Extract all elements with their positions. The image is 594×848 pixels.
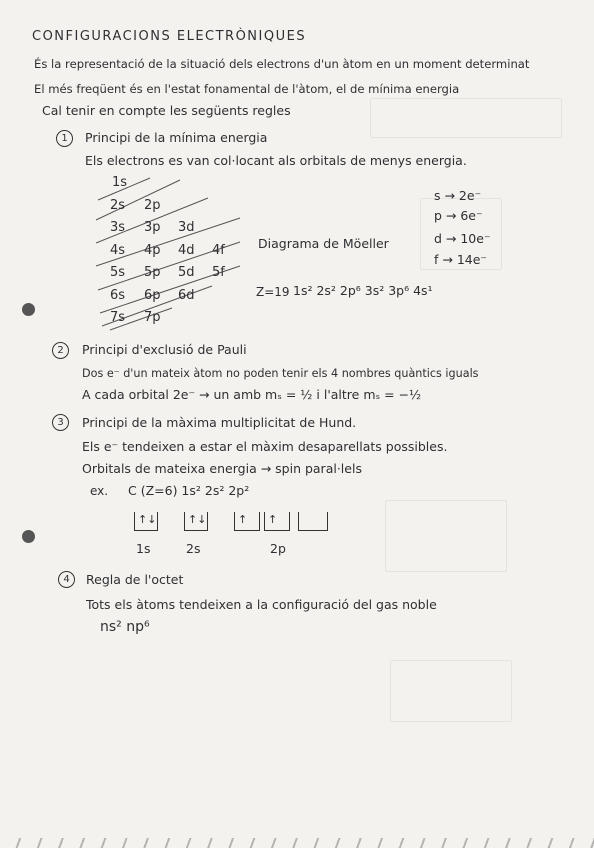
rule-number: 2: [52, 342, 69, 359]
rule-line: Orbitals de mateixa energia → spin paral·lels: [82, 461, 362, 476]
moeller-orbital-3s: 3s: [110, 220, 126, 235]
example-prefix: ex.: [90, 484, 109, 498]
punch-hole: [22, 303, 35, 316]
orbital-box-2p: [298, 512, 328, 531]
orbital-label: 2s: [186, 541, 201, 556]
notebook-bottom-edge: [0, 838, 594, 848]
rule-heading: Regla de l'octet: [86, 572, 184, 587]
page-title: CONFIGURACIONS ELECTRÒNIQUES: [32, 29, 307, 44]
example-atomic-number: Z=19: [256, 285, 290, 299]
moeller-orbital-3d: 3d: [178, 220, 195, 235]
rule-line: Dos e⁻ d'un mateix àtom no poden tenir els 4 nombres quàntics iguals: [82, 367, 479, 380]
rule-heading: Principi de la màxima multiplicitat de Hund.: [82, 415, 357, 430]
moeller-orbital-5s: 5s: [110, 265, 126, 280]
moeller-orbital-5p: 5p: [144, 265, 161, 280]
moeller-orbital-2s: 2s: [110, 197, 126, 213]
rule-heading: Principi de la mínima energia: [85, 130, 268, 145]
example-configuration: C (Z=6) 1s² 2s² 2p²: [128, 483, 250, 498]
orbital-label: 1s: [136, 541, 151, 556]
rule-line: Tots els àtoms tendeixen a la configuració del gas noble: [86, 597, 437, 612]
moeller-orbital-2p: 2p: [144, 197, 161, 213]
moeller-orbital-4f: 4f: [212, 242, 225, 258]
rule-number: 4: [58, 571, 75, 588]
intro-line: Cal tenir en compte les següents regles: [42, 103, 291, 118]
rule-line: Els e⁻ tendeixen a estar el màxim desaparellats possibles.: [82, 439, 448, 454]
orbital-label: 2p: [270, 541, 286, 556]
moeller-orbital-7s: 7s: [110, 310, 126, 325]
bleed-through-box: [390, 660, 512, 722]
intro-line: És la representació de la situació dels electrons d'un àtom en un moment determinat: [34, 57, 530, 71]
moeller-orbital-6s: 6s: [110, 287, 126, 303]
moeller-orbital-7p: 7p: [144, 310, 161, 325]
moeller-orbital-5d: 5d: [178, 265, 195, 280]
diagram-label: Diagrama de Möeller: [258, 236, 389, 251]
moeller-orbital-4s: 4s: [110, 242, 126, 258]
rule-number: 1: [56, 130, 73, 147]
orbital-box-2p: ↑: [264, 512, 290, 531]
rule-line: A cada orbital 2e⁻ → un amb mₛ = ½ i l'altre mₛ = −½: [82, 387, 422, 402]
bleed-through-box: [370, 98, 562, 138]
orbital-box-1s: ↑↓: [134, 512, 158, 531]
bleed-through-box: [385, 500, 507, 572]
rule-number: 3: [52, 414, 69, 431]
capacity-d: d → 10e⁻: [434, 231, 491, 246]
rule-heading: Principi d'exclusió de Pauli: [82, 342, 247, 357]
moeller-orbital-4p: 4p: [144, 242, 161, 258]
moeller-orbital-3p: 3p: [144, 220, 161, 235]
orbital-box-2s: ↑↓: [184, 512, 208, 531]
moeller-orbital-6p: 6p: [144, 287, 161, 303]
capacity-s: s → 2e⁻: [434, 188, 482, 203]
moeller-orbital-6d: 6d: [178, 287, 195, 303]
rule-description: Els electrons es van col·locant als orbitals de menys energia.: [85, 153, 467, 168]
intro-line: El més freqüent és en l'estat fonamental de l'àtom, el de mínima energia: [34, 82, 460, 96]
example-configuration: 1s² 2s² 2p⁶ 3s² 3p⁶ 4s¹: [293, 283, 433, 298]
punch-hole: [22, 530, 35, 543]
noble-gas-formula: ns² np⁶: [100, 619, 150, 635]
capacity-f: f → 14e⁻: [434, 252, 488, 267]
moeller-orbital-4d: 4d: [178, 242, 195, 258]
capacity-p: p → 6e⁻: [434, 208, 483, 223]
orbital-box-2p: ↑: [234, 512, 260, 531]
moeller-orbital-1s: 1s: [112, 175, 128, 190]
moeller-orbital-5f: 5f: [212, 265, 225, 280]
